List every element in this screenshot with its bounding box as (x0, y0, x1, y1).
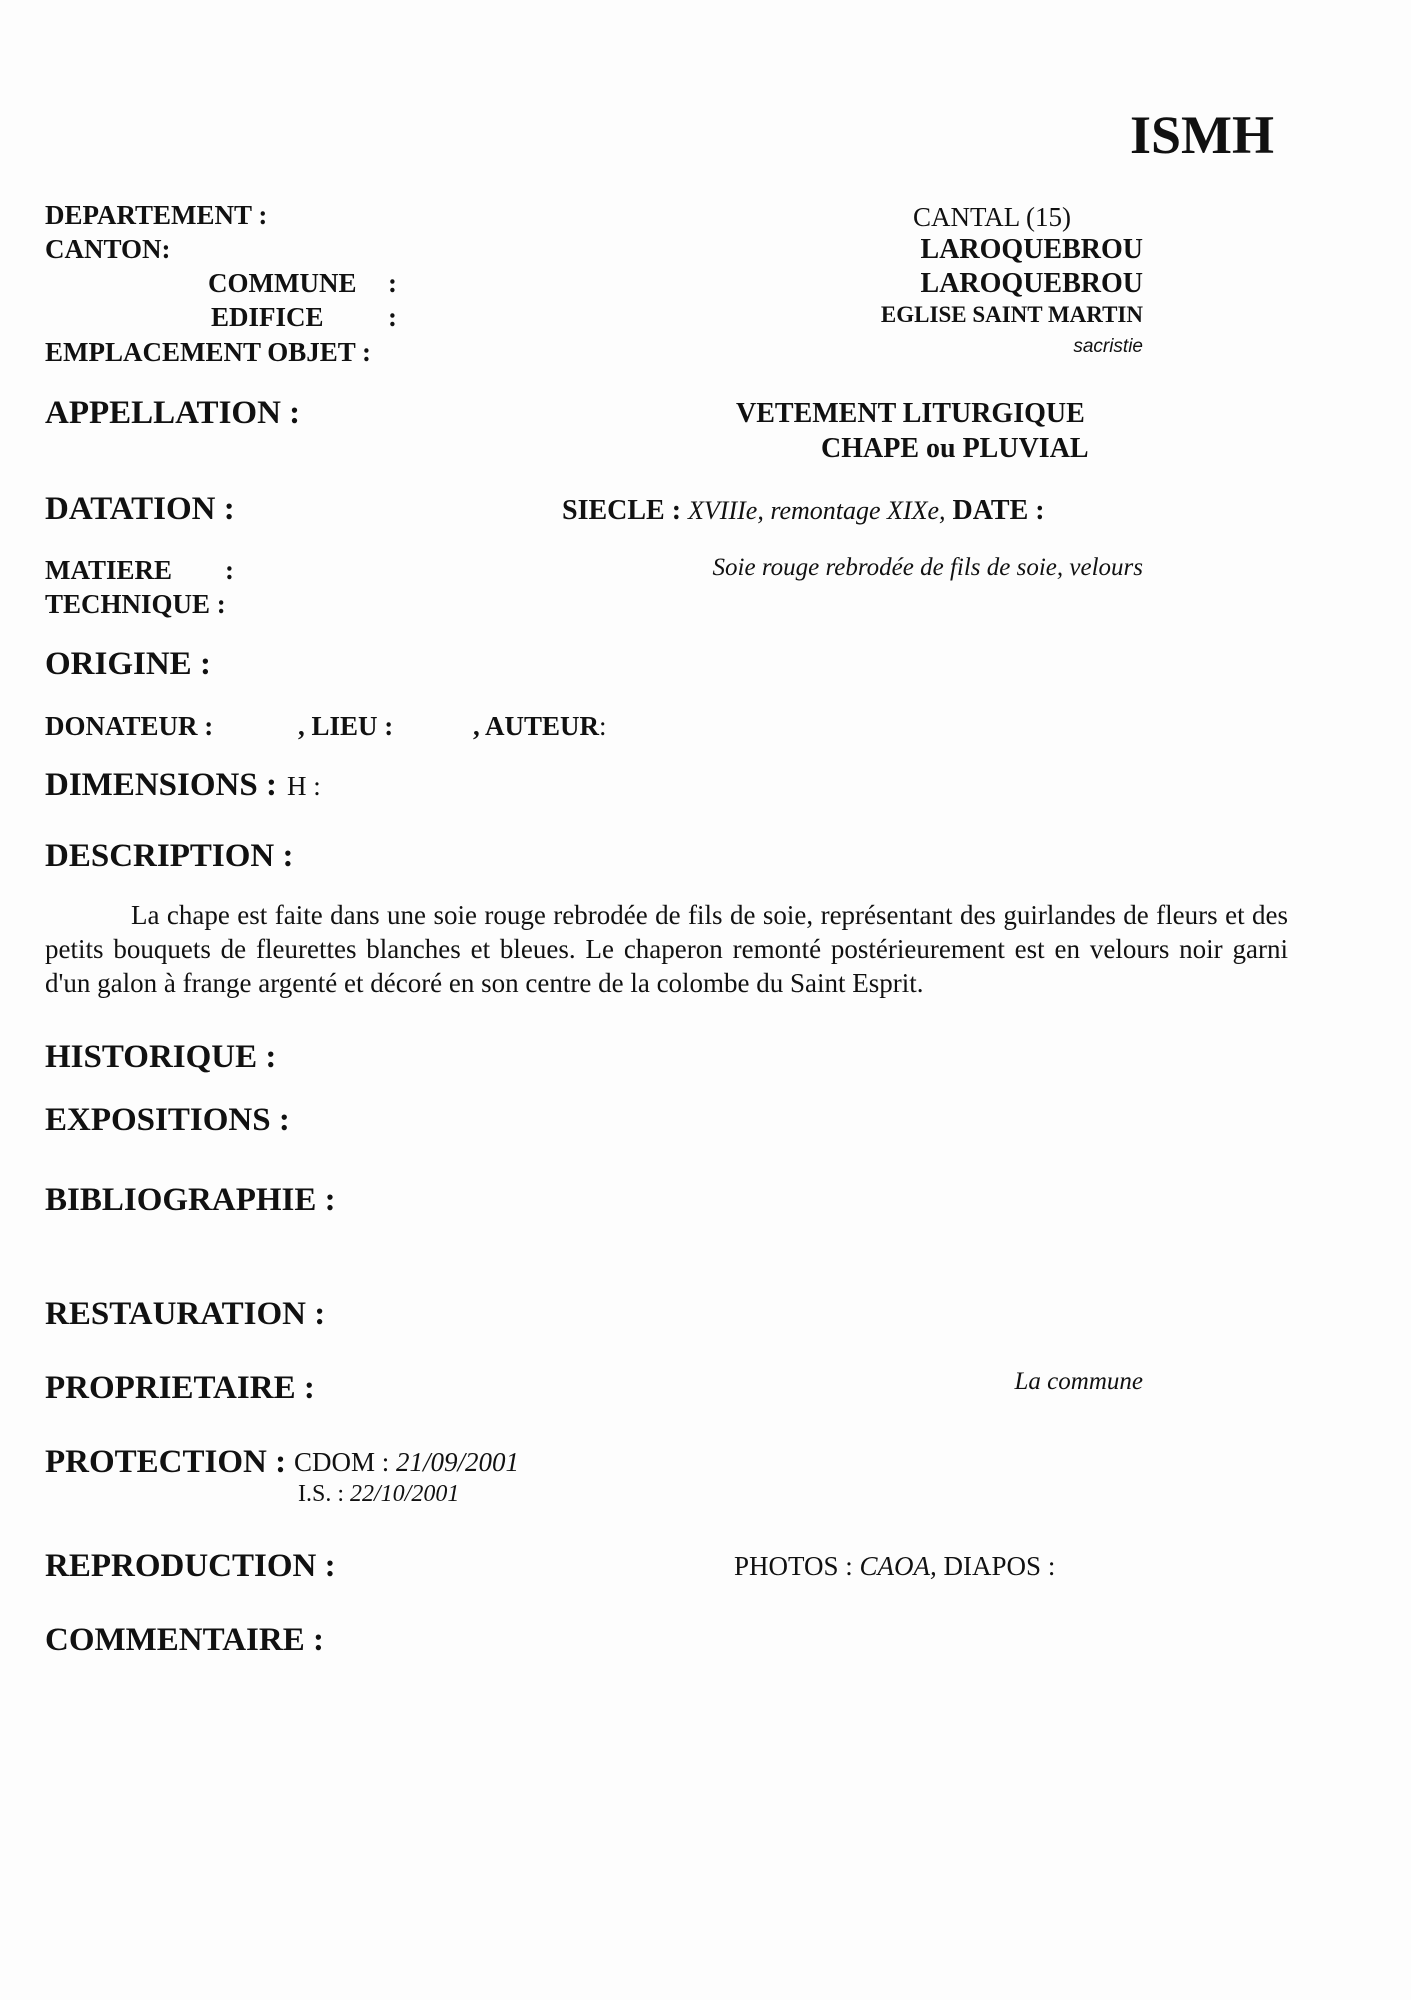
auteur-colon: : (599, 711, 607, 741)
commune-label: COMMUNE (208, 268, 357, 298)
reproduction-label: REPRODUCTION : (45, 1548, 336, 1584)
datation-label: DATATION : (45, 491, 235, 527)
proprietaire-value: La commune (1014, 1368, 1143, 1395)
is-value: 22/10/2001 (350, 1481, 460, 1507)
departement-label: DEPARTEMENT : (45, 200, 268, 230)
expositions-label: EXPOSITIONS : (45, 1102, 290, 1138)
appellation-label: APPELLATION : (45, 395, 301, 431)
cdom-label: CDOM : (294, 1447, 390, 1477)
siecle-line (562, 495, 1045, 527)
dimensions-line (45, 767, 321, 804)
dimensions-h-label: H : (286, 771, 321, 801)
diapos-label: DIAPOS : (943, 1551, 1056, 1581)
restauration-label: RESTAURATION : (45, 1296, 326, 1332)
reproduction-details (734, 1551, 1055, 1582)
date-label: DATE : (952, 495, 1045, 526)
edifice-label: EDIFICE (211, 302, 324, 332)
commentaire-label: COMMENTAIRE : (45, 1622, 324, 1658)
protection-cdom (294, 1447, 519, 1478)
protection-is (298, 1481, 459, 1508)
emplacement-value: sacristie (1073, 336, 1143, 357)
matiere-value: Soie rouge rebrodée de fils de soie, velours (712, 554, 1143, 581)
donateur-label: DONATEUR : (45, 711, 214, 741)
auteur-group (473, 711, 607, 742)
proprietaire-label: PROPRIETAIRE : (45, 1370, 315, 1406)
description-label: DESCRIPTION : (45, 838, 294, 874)
departement-value: CANTAL (15) (912, 202, 1071, 232)
commune-colon: : (388, 268, 397, 298)
dimensions-label: DIMENSIONS : (45, 767, 277, 803)
is-label: I.S. : (298, 1481, 345, 1507)
edifice-colon: : (388, 302, 397, 332)
emplacement-label: EMPLACEMENT OBJET : (45, 337, 372, 367)
bibliographie-label: BIBLIOGRAPHIE : (45, 1182, 336, 1218)
lieu-label: , LIEU : (298, 711, 394, 741)
photos-label: PHOTOS : (734, 1551, 853, 1581)
matiere-label: MATIERE (45, 555, 173, 585)
document-code: ISMH (1130, 105, 1275, 165)
technique-label: TECHNIQUE : (45, 589, 226, 619)
protection-label: PROTECTION : (45, 1444, 287, 1480)
description-text: La chape est faite dans une soie rouge rebrodée de fils de soie, représentant des guirlandes de fleurs et des petits bouquets de fleurettes blanches et bleues. Le chaperon remonté postérieurement est en velours noir garni d'un galon à frange argenté et décoré en son centre de la colombe du Saint Esprit. (45, 900, 1288, 998)
canton-label: CANTON: (45, 234, 171, 264)
cdom-value: 21/09/2001 (396, 1447, 520, 1477)
historique-label: HISTORIQUE : (45, 1039, 277, 1075)
origine-label: ORIGINE : (45, 646, 211, 682)
appellation-line1: VETEMENT LITURGIQUE (736, 398, 1085, 429)
commune-value: LAROQUEBROU (920, 268, 1143, 299)
appellation-line2: CHAPE ou PLUVIAL (821, 433, 1089, 464)
photos-value: CAOA, (859, 1551, 937, 1581)
edifice-value: EGLISE SAINT MARTIN (880, 302, 1143, 327)
siecle-value: XVIIIe, remontage XIXe, (688, 496, 946, 525)
matiere-colon: : (225, 555, 234, 585)
auteur-label: , AUTEUR (473, 711, 600, 741)
siecle-label: SIECLE : (562, 495, 682, 526)
canton-value: LAROQUEBROU (920, 234, 1143, 265)
